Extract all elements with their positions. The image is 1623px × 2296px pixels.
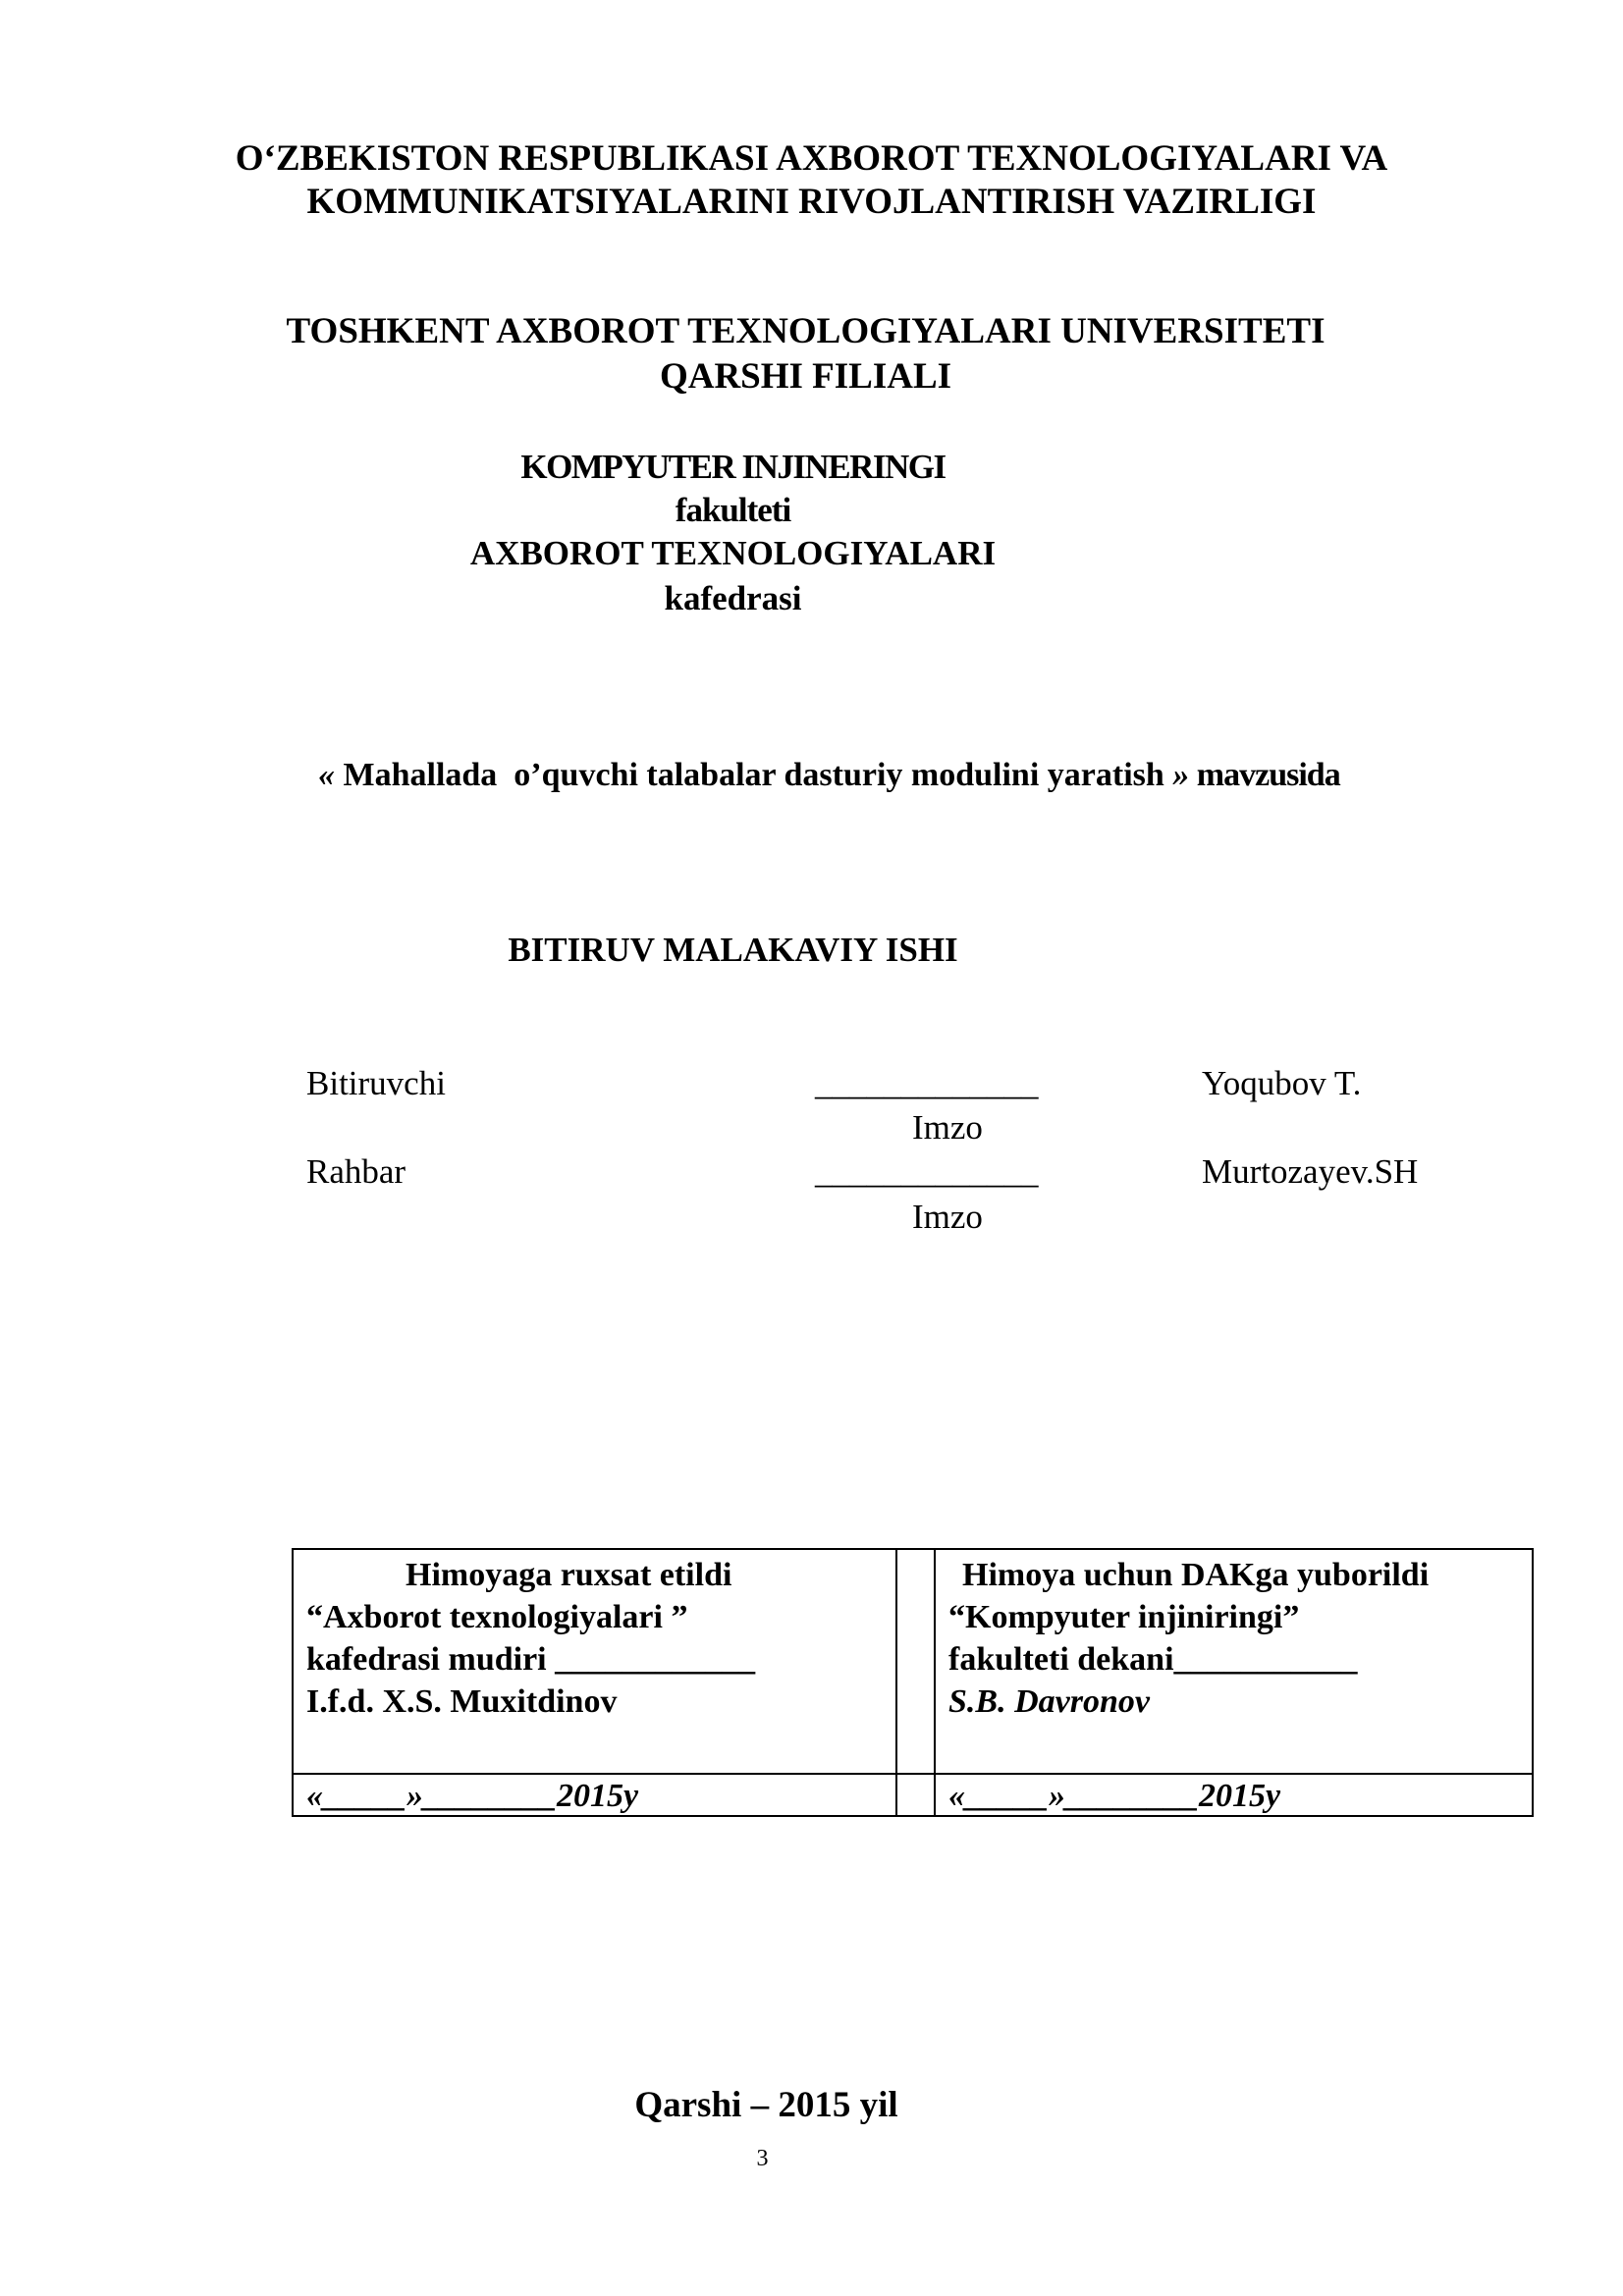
advisor-signature-caption: Imzo bbox=[912, 1198, 983, 1236]
table-border-divider-2 bbox=[934, 1548, 936, 1817]
ministry-line-1: O‘ZBEKISTON RESPUBLIKASI AXBOROT TEXNOLOGIYALARI VA bbox=[235, 138, 1388, 179]
work-type-title: BITIRUV MALAKAVIY ISHI bbox=[508, 931, 958, 969]
topic-close-quote: » bbox=[1172, 757, 1190, 793]
topic-title: Mahallada o’quvchi talabalar dasturiy modulini yaratish bbox=[335, 757, 1173, 793]
graduate-signature-caption: Imzo bbox=[912, 1108, 983, 1147]
left-department-name: “Axborot texnologiyalari ” bbox=[306, 1599, 688, 1635]
graduate-label: Bitiruvchi bbox=[306, 1064, 446, 1102]
right-dean-name: S.B. Davronov bbox=[948, 1683, 1150, 1720]
left-approval-heading: Himoyaga ruxsat etildi bbox=[406, 1557, 732, 1593]
right-approval-date: «_____»________2015y bbox=[948, 1778, 1281, 1814]
table-border-left bbox=[292, 1548, 294, 1817]
university-line-2: QARSHI FILIALI bbox=[659, 356, 952, 397]
table-border-divider-1 bbox=[895, 1548, 897, 1817]
table-border-top bbox=[292, 1548, 1534, 1550]
advisor-label: Rahbar bbox=[306, 1152, 406, 1191]
left-head-title: kafedrasi mudiri ____________ bbox=[306, 1641, 756, 1678]
left-approval-date: «_____»________2015y bbox=[306, 1778, 639, 1814]
topic-suffix: mavzusida bbox=[1189, 757, 1340, 793]
approval-table bbox=[292, 1548, 1534, 1817]
topic-open-quote: « bbox=[318, 757, 335, 793]
graduate-name: Yoqubov T. bbox=[1202, 1064, 1362, 1102]
right-approval-heading: Himoya uchun DAKga yuborildi bbox=[962, 1557, 1430, 1593]
ministry-line-2: KOMMUNIKATSIYALARINI RIVOJLANTIRISH VAZIRLIGI bbox=[306, 182, 1317, 222]
university-line-1: TOSHKENT AXBOROT TEXNOLOGIYALARI UNIVERSITETI bbox=[286, 311, 1325, 351]
right-dean-title: fakulteti dekani___________ bbox=[948, 1641, 1358, 1678]
left-head-name: I.f.d. X.S. Muxitdinov bbox=[306, 1683, 618, 1720]
page-number: 3 bbox=[756, 2146, 769, 2171]
right-faculty-name: “Kompyuter injiniringi” bbox=[948, 1599, 1300, 1635]
advisor-name: Murtozayev.SH bbox=[1202, 1152, 1419, 1191]
city-year: Qarshi – 2015 yil bbox=[634, 2085, 898, 2125]
graduate-signature-line: _____________ bbox=[815, 1064, 1039, 1102]
department-name: AXBOROT TEXNOLOGIYALARI bbox=[469, 534, 997, 572]
department-word: kafedrasi bbox=[664, 579, 802, 617]
advisor-signature-line: _____________ bbox=[815, 1152, 1039, 1191]
faculty-word: fakulteti bbox=[675, 491, 791, 529]
table-border-right bbox=[1532, 1548, 1534, 1817]
thesis-topic bbox=[318, 754, 1340, 797]
faculty-name: KOMPYUTER INJINERINGI bbox=[520, 448, 946, 486]
